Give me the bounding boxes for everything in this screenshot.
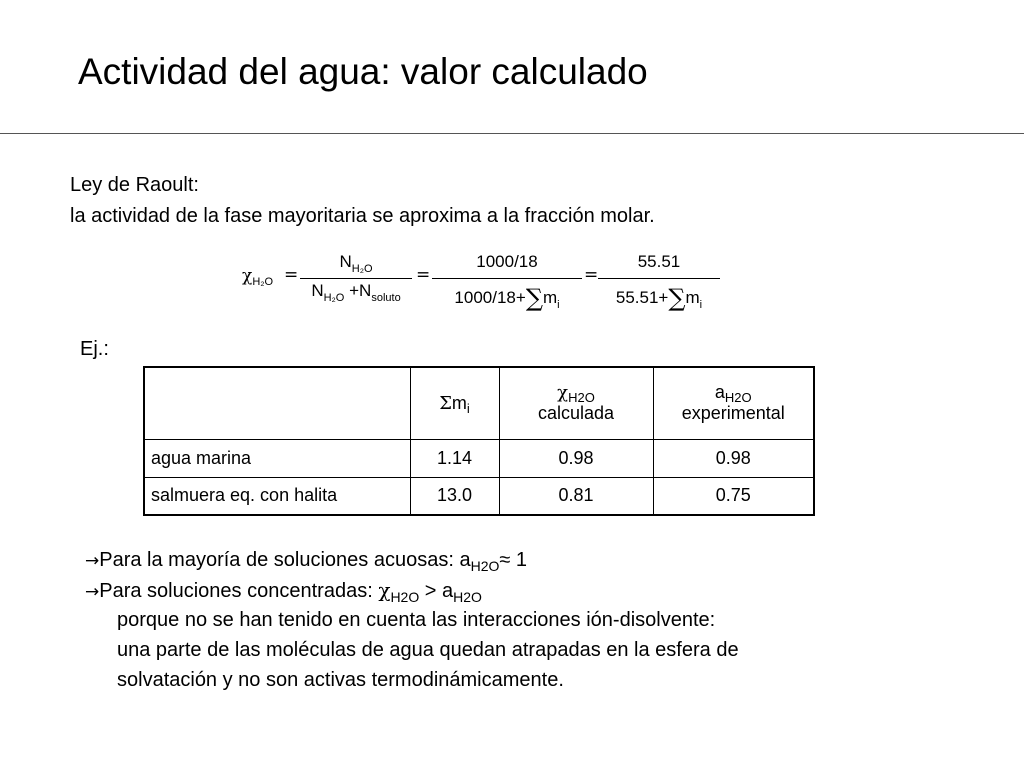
row-a: 0.98 xyxy=(653,439,814,477)
slide-title: Actividad del agua: valor calculado xyxy=(78,51,648,92)
denominator-term: 1000/18+ xyxy=(454,288,526,307)
sum-icon: ∑ xyxy=(525,284,543,312)
i-subscript: i xyxy=(699,299,703,311)
fraction-moles-numerator xyxy=(300,252,412,275)
chi-symbol: χ xyxy=(378,578,391,602)
comparison-text: > a xyxy=(419,580,454,602)
fraction-bar xyxy=(432,278,582,279)
intro-text xyxy=(70,170,655,232)
h2o-subscript: H2O xyxy=(724,390,752,406)
row-a: 0.75 xyxy=(653,477,814,515)
n-water-symbol: N xyxy=(311,281,324,300)
fraction-molality-numerator: 1000/18 xyxy=(476,252,538,271)
equals-sign-3: = xyxy=(584,265,599,285)
bullet-continuation-1: porque no se han tenido en cuenta las interacciones ión-disolvente: xyxy=(117,609,716,631)
chi-symbol: χ xyxy=(557,382,569,404)
row-chi: 0.81 xyxy=(499,477,653,515)
sum-icon: Σ xyxy=(439,392,452,414)
intro-line-2: la actividad de la fase mayoritaria se aproxima a la fracción molar. xyxy=(70,205,655,227)
fraction-molality xyxy=(432,250,582,310)
bullet-tail: ≈ 1 xyxy=(499,549,528,571)
sum-icon: ∑ xyxy=(668,284,686,312)
m-symbol: m xyxy=(542,288,558,307)
a-symbol: a xyxy=(714,382,725,403)
denominator-term: 55.51+ xyxy=(615,288,669,307)
header-chi-calculada xyxy=(499,367,653,439)
h2o-subscript: H2O xyxy=(568,390,595,406)
row-name: salmuera eq. con halita xyxy=(144,477,410,515)
m-symbol: m xyxy=(685,288,700,307)
bullet-continuation-3: solvatación y no son activas termodinámicamente. xyxy=(117,669,564,691)
table-row xyxy=(144,439,814,477)
arrow-icon: → xyxy=(85,551,100,571)
header-sum-mi xyxy=(410,367,499,439)
header-calculada-label: calculada xyxy=(537,403,615,424)
m-symbol: m xyxy=(451,392,467,413)
plus-sign: + xyxy=(349,281,360,300)
header-experimental-label: experimental xyxy=(681,403,785,424)
row-sum-mi: 13.0 xyxy=(410,477,499,515)
n-solute-subscript: soluto xyxy=(371,292,401,304)
fraction-molality-denominator xyxy=(432,281,582,312)
h2o-subscript: H2O xyxy=(453,589,482,605)
fraction-bar xyxy=(598,278,720,279)
formula-lhs xyxy=(242,266,273,286)
bullet-text: Para la mayoría de soluciones acuosas: a xyxy=(99,549,471,571)
chi-subscript: H₂O xyxy=(252,276,274,288)
fraction-moles xyxy=(300,250,412,310)
n-subscript: H₂O xyxy=(351,263,373,275)
bullet-item-1 xyxy=(85,545,739,575)
bullet-text: Para soluciones concentradas: xyxy=(99,580,379,602)
h2o-subscript: H2O xyxy=(470,558,500,574)
example-label: Ej.: xyxy=(80,338,109,360)
n-water-subscript: H₂O xyxy=(323,292,345,304)
bullet-continuation-2: una parte de las moléculas de agua quedan atrapadas en la esfera de xyxy=(117,639,739,661)
arrow-icon: → xyxy=(85,582,100,602)
bullet-list xyxy=(85,545,739,695)
table-row xyxy=(144,477,814,515)
table-header-row xyxy=(144,367,814,439)
fraction-numeric-denominator xyxy=(598,281,720,312)
title-divider xyxy=(0,133,1024,134)
intro-line-1: Ley de Raoult: xyxy=(70,174,199,196)
equals-sign-2: = xyxy=(416,265,431,285)
equals-sign-1: = xyxy=(284,265,299,285)
h2o-subscript: H2O xyxy=(390,589,420,605)
raoult-formula xyxy=(242,250,742,310)
i-subscript: i xyxy=(557,299,560,311)
fraction-moles-denominator xyxy=(300,281,412,304)
header-empty xyxy=(144,367,410,439)
fraction-bar xyxy=(300,278,412,279)
i-subscript: i xyxy=(466,400,470,416)
row-sum-mi: 1.14 xyxy=(410,439,499,477)
row-name: agua marina xyxy=(144,439,410,477)
n-symbol: N xyxy=(339,252,352,271)
chi-symbol: χ xyxy=(242,266,253,286)
fraction-numeric-numerator: 55.51 xyxy=(637,252,681,271)
example-table xyxy=(143,366,815,516)
fraction-numeric xyxy=(598,250,720,310)
header-a-experimental xyxy=(653,367,814,439)
n-solute-symbol: N xyxy=(359,281,372,300)
row-chi: 0.98 xyxy=(499,439,653,477)
bullet-item-2 xyxy=(85,575,739,605)
